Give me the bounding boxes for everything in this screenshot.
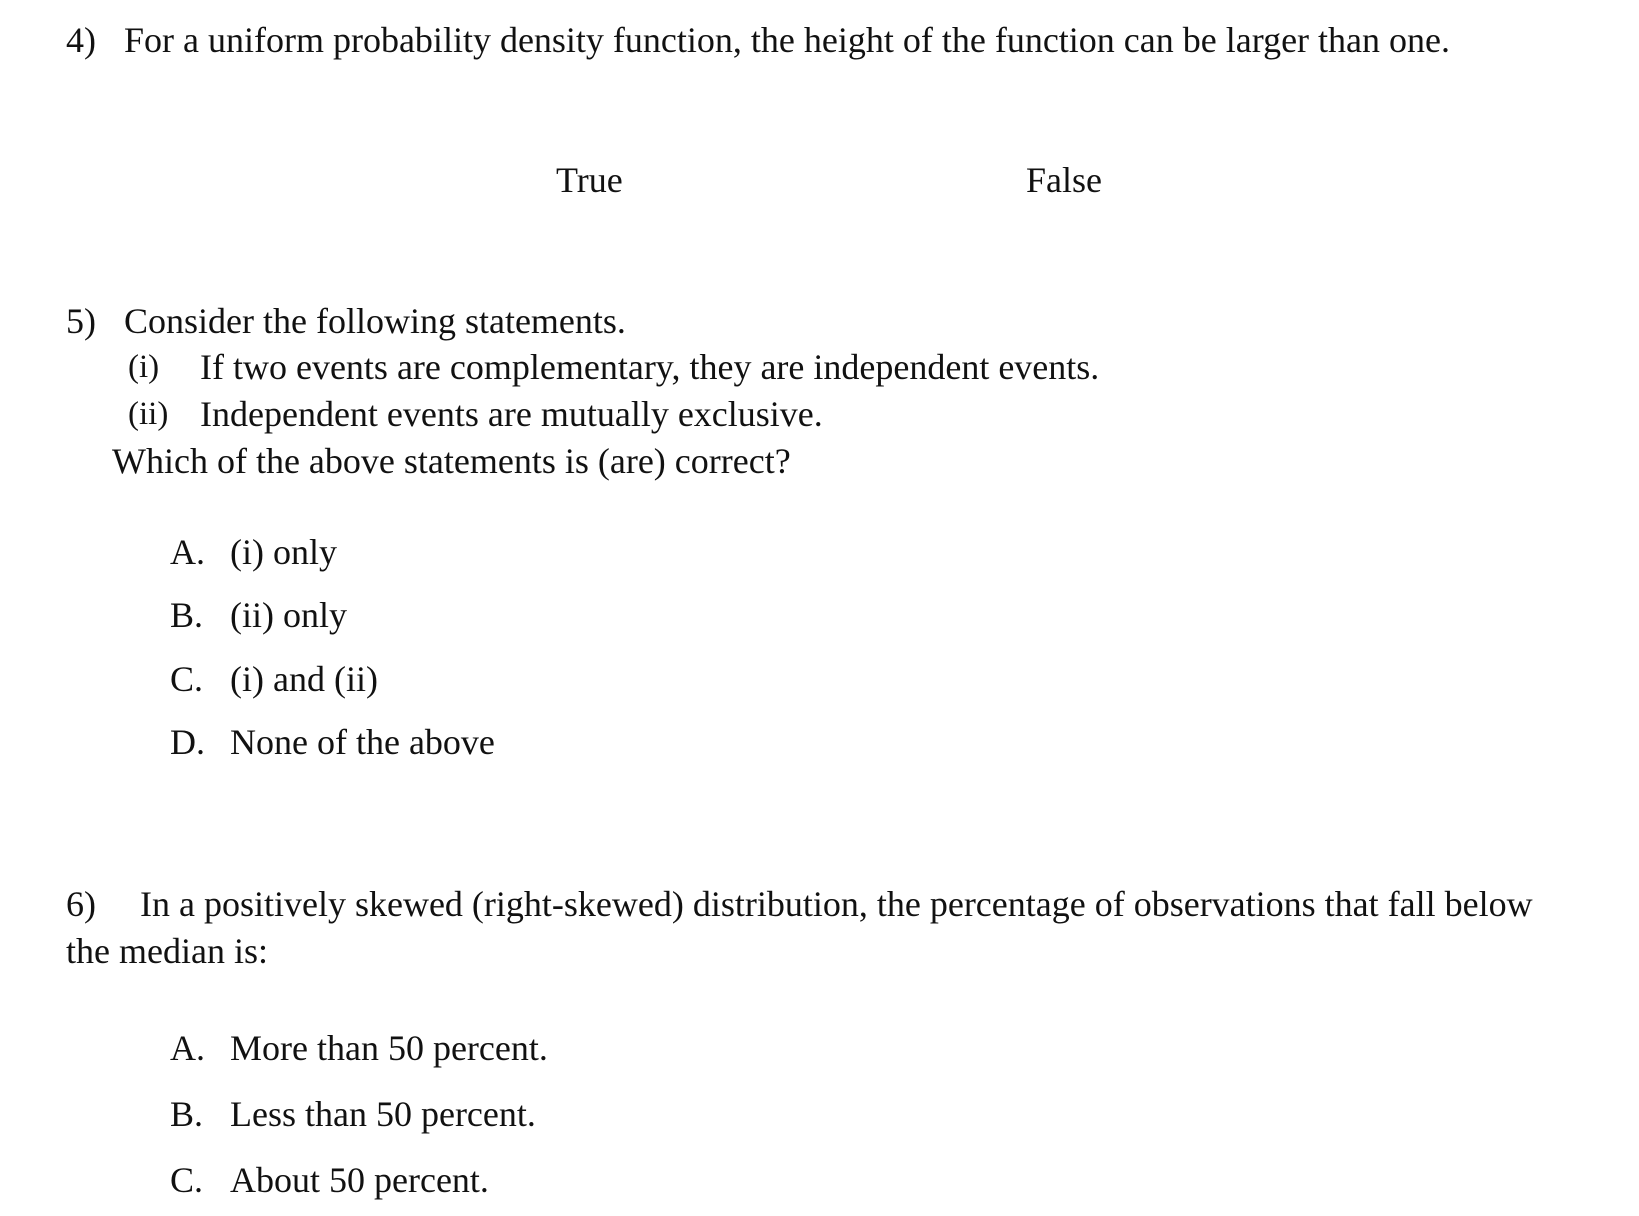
option-b-letter: B. (170, 1094, 204, 1134)
question-6-number: 6) (66, 884, 96, 924)
question-6-text-line-2: the median is: (66, 931, 268, 971)
choice-false[interactable]: False (1026, 160, 1102, 200)
statement-1-number: (i) (128, 349, 160, 385)
option-b-text: (ii) only (230, 595, 347, 635)
question-4-number: 4) (66, 20, 96, 60)
question-5-prompt: Which of the above statements is (are) correct? (112, 441, 791, 481)
option-d-letter: D. (170, 722, 205, 762)
question-5-text: Consider the following statements. (124, 301, 626, 341)
option-c-letter: C. (170, 659, 204, 699)
question-6-text-line-1: In a positively skewed (right-skewed) distribution, the percentage of observations that fall below (140, 884, 1533, 924)
option-a-text: (i) only (230, 532, 337, 572)
option-a-letter: A. (170, 532, 205, 572)
option-c-text: About 50 percent. (230, 1160, 489, 1200)
option-c-text: (i) and (ii) (230, 659, 378, 699)
statement-1-text: If two events are complementary, they are independent events. (200, 347, 1100, 387)
option-b-letter: B. (170, 595, 204, 635)
option-c-letter: C. (170, 1160, 204, 1200)
option-d-text: None of the above (230, 722, 495, 762)
statement-2-number: (ii) (128, 396, 169, 432)
statement-2-text: Independent events are mutually exclusive. (200, 394, 823, 434)
question-4-text: For a uniform probability density function, the height of the function can be larger than one. (124, 20, 1450, 60)
question-5-number: 5) (66, 301, 96, 341)
option-a-text: More than 50 percent. (230, 1028, 548, 1068)
option-b-text: Less than 50 percent. (230, 1094, 536, 1134)
choice-true[interactable]: True (556, 160, 623, 200)
option-a-letter: A. (170, 1028, 205, 1068)
